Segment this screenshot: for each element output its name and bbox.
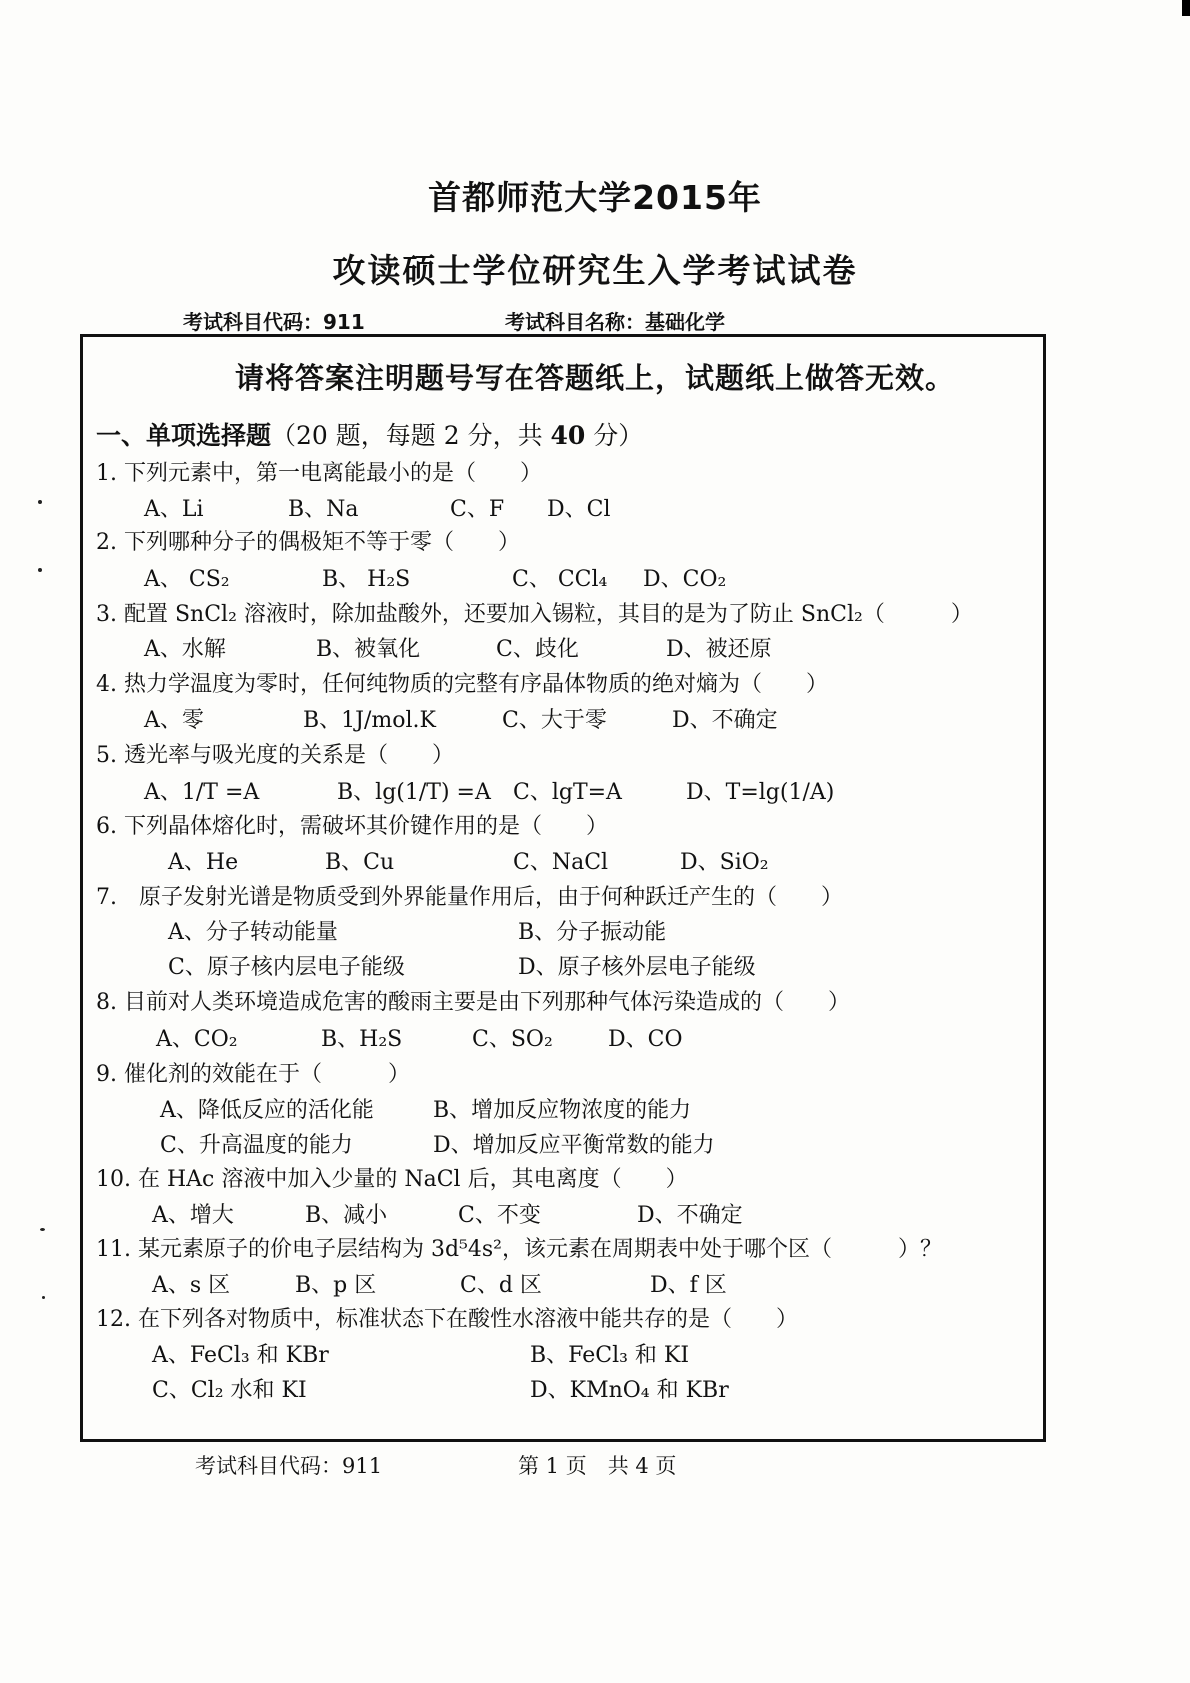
q2-option-c: C、 CCl₄: [512, 567, 608, 592]
q3-option-b: B、被氧化: [316, 637, 421, 662]
question-2: 2. 下列哪种分子的偶极矩不等于零（ ）: [96, 530, 520, 555]
q6-option-a: A、He: [168, 850, 239, 875]
exam-title: 首都师范大学2015年: [428, 178, 762, 217]
q10-option-c: C、不变: [458, 1203, 541, 1228]
section-detail: （20 题，每题 2 分，共: [271, 421, 551, 450]
q5-option-c: C、lgT=A: [513, 780, 622, 805]
question-10: 10. 在 HAc 溶液中加入少量的 NaCl 后，其电离度（ ）: [96, 1167, 688, 1192]
q7-option-d: D、原子核外层电子能级: [518, 955, 756, 980]
q8-option-c: C、SO₂: [472, 1027, 553, 1052]
q3-option-c: C、歧化: [496, 637, 579, 662]
q2-option-b: B、 H₂S: [322, 567, 411, 592]
q2-option-d: D、CO₂: [643, 567, 727, 592]
question-7: 7. 原子发射光谱是物质受到外界能量作用后，由于何种跃迁产生的（ ）: [96, 885, 843, 910]
q11-option-a: A、s 区: [152, 1273, 231, 1298]
q1-option-d: D、Cl: [547, 497, 611, 522]
q8-option-b: B、H₂S: [321, 1027, 403, 1052]
q1-option-b: B、Na: [288, 497, 359, 522]
q4-option-a: A、零: [144, 708, 204, 733]
footer-page-number: 第 1 页 共 4 页: [518, 1454, 677, 1478]
q7-option-a: A、分子转动能量: [168, 920, 338, 945]
q6-option-d: D、SiO₂: [680, 850, 769, 875]
scan-speck: [38, 568, 42, 572]
q5-option-a: A、1/T =A: [144, 780, 260, 805]
subject-code: 考试科目代码：911: [183, 310, 365, 334]
q4-option-b: B、1J/mol.K: [303, 708, 436, 733]
q7-option-c: C、原子核内层电子能级: [168, 955, 405, 980]
q3-option-a: A、水解: [144, 637, 226, 662]
q10-option-d: D、不确定: [637, 1203, 743, 1228]
scan-edge-mark: [1182, 0, 1190, 16]
q2-option-a: A、 CS₂: [144, 567, 230, 592]
q3-option-d: D、被还原: [666, 637, 772, 662]
question-3: 3. 配置 SnCl₂ 溶液时，除加盐酸外，还要加入锡粒，其目的是为了防止 SnCl₂（ ）: [96, 602, 973, 627]
q8-option-a: A、CO₂: [156, 1027, 238, 1052]
exam-subtitle: 攻读硕士学位研究生入学考试试卷: [332, 251, 858, 290]
q4-option-c: C、大于零: [502, 708, 607, 733]
section-heading: [96, 416, 643, 452]
q6-option-b: B、Cu: [325, 850, 395, 875]
q9-option-b: B、增加反应物浓度的能力: [433, 1098, 692, 1123]
q10-option-b: B、减小: [305, 1203, 388, 1228]
question-6: 6. 下列晶体熔化时，需破坏其价键作用的是（ ）: [96, 814, 608, 839]
q11-option-b: B、p 区: [295, 1273, 377, 1298]
q11-option-d: D、f 区: [650, 1273, 727, 1298]
scan-speck: [40, 1228, 45, 1231]
q1-option-c: C、F: [450, 497, 505, 522]
section-points: 40: [550, 421, 586, 450]
question-1: 1. 下列元素中，第一电离能最小的是（ ）: [96, 461, 542, 486]
question-4: 4. 热力学温度为零时，任何纯物质的完整有序晶体物质的绝对熵为（ ）: [96, 672, 828, 697]
question-9: 9. 催化剂的效能在于（ ）: [96, 1062, 410, 1087]
answer-notice: 请将答案注明题号写在答题纸上，试题纸上做答无效。: [234, 361, 955, 395]
q12-option-b: B、FeCl₃ 和 KI: [530, 1343, 690, 1368]
question-12: 12. 在下列各对物质中，标准状态下在酸性水溶液中能共存的是（ ）: [96, 1307, 798, 1332]
q11-option-c: C、d 区: [460, 1273, 542, 1298]
q4-option-d: D、不确定: [672, 708, 778, 733]
q9-option-d: D、增加反应平衡常数的能力: [433, 1133, 715, 1158]
q6-option-c: C、NaCl: [513, 850, 609, 875]
q9-option-a: A、降低反应的活化能: [160, 1098, 374, 1123]
q1-option-a: A、Li: [144, 497, 204, 522]
section-suffix: 分）: [585, 421, 644, 450]
q5-option-d: D、T=lg(1/A): [686, 780, 835, 805]
q12-option-a: A、FeCl₃ 和 KBr: [152, 1343, 329, 1368]
q7-option-b: B、分子振动能: [518, 920, 667, 945]
question-5: 5. 透光率与吸光度的关系是（ ）: [96, 743, 454, 768]
scan-speck: [38, 500, 42, 504]
q12-option-d: D、KMnO₄ 和 KBr: [530, 1378, 729, 1403]
q12-option-c: C、Cl₂ 水和 KI: [152, 1378, 307, 1403]
question-11: 11. 某元素原子的价电子层结构为 3d⁵4s²，该元素在周期表中处于哪个区（ ）？: [96, 1237, 942, 1262]
scan-speck: [42, 1296, 45, 1299]
q9-option-c: C、升高温度的能力: [160, 1133, 353, 1158]
section-title: 一、单项选择题: [96, 421, 272, 450]
subject-name: 考试科目名称：基础化学: [505, 310, 725, 334]
q8-option-d: D、CO: [608, 1027, 683, 1052]
footer-subject-code: 考试科目代码：911: [195, 1454, 383, 1478]
q10-option-a: A、增大: [152, 1203, 234, 1228]
question-8: 8. 目前对人类环境造成危害的酸雨主要是由下列那种气体污染造成的（ ）: [96, 990, 850, 1015]
q5-option-b: B、lg(1/T) =A: [337, 780, 491, 805]
